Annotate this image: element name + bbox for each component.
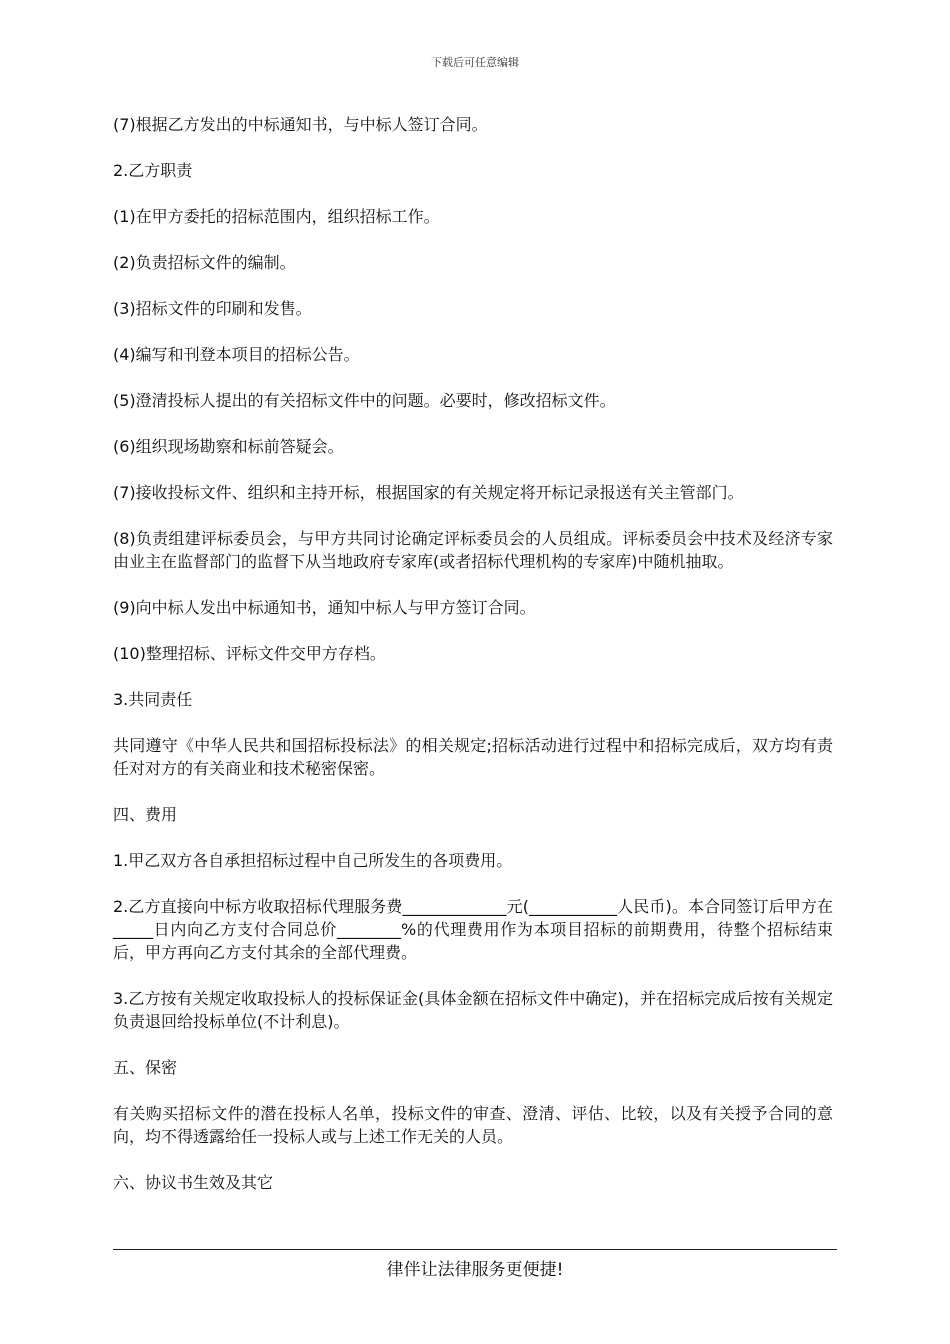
footer-divider [113,1249,837,1250]
paragraph: (1)在甲方委托的招标范围内，组织招标工作。 [113,207,440,226]
section-heading: 六、协议书生效及其它 [113,1173,274,1192]
paragraph: 1.甲乙双方各自承担招标过程中自己所发生的各项费用。 [113,851,513,870]
header-note: 下载后可任意编辑 [431,56,519,69]
paragraph: 共同遵守《中华人民共和国招标投标法》的相关规定;招标活动进行过程中和招标完成后，双方均有责任对对方的有关商业和技术秘密保密。 [113,736,833,778]
section-heading: 3.共同责任 [113,690,193,709]
footer-slogan: 律伴让法律服务更便捷! [386,1260,564,1280]
document-body [113,113,833,1217]
paragraph: (7)根据乙方发出的中标通知书，与中标人签订合同。 [113,115,488,134]
section-heading: 2.乙方职责 [113,161,193,180]
paragraph: (5)澄清投标人提出的有关招标文件中的问题。必要时，修改招标文件。 [113,391,616,410]
paragraph: (9)向中标人发出中标通知书，通知中标人与甲方签订合同。 [113,598,536,617]
paragraph: (8)负责组建评标委员会，与甲方共同讨论确定评标委员会的人员组成。评标委员会中技术及经济专家由业主在监督部门的监督下从当地政府专家库(或者招标代理机构的专家库)中随机抽取。 [113,529,833,571]
section-heading: 四、费用 [113,805,178,824]
paragraph: (3)招标文件的印刷和发售。 [113,299,312,318]
paragraph: 有关购买招标文件的潜在投标人名单，投标文件的审查、澄清、评估、比较，以及有关授予合同的意向，均不得透露给任一投标人或与上述工作无关的人员。 [113,1104,833,1146]
paragraph: 2.乙方直接向中标方收取招标代理服务费_____________元(___________人民币)。本合同签订后甲方在_____日内向乙方支付合同总价________%的代理费用作为本项目招标的前期费用，待整个招标结束后，甲方再向乙方支付其余的全部代理费。 [113,897,833,962]
paragraph: (7)接收投标文件、组织和主持开标，根据国家的有关规定将开标记录报送有关主管部门。 [113,483,744,502]
section-heading: 五、保密 [113,1058,178,1077]
paragraph: (10)整理招标、评标文件交甲方存档。 [113,644,386,663]
paragraph: (4)编写和刊登本项目的招标公告。 [113,345,360,364]
paragraph: (6)组织现场勘察和标前答疑会。 [113,437,344,456]
paragraph: (2)负责招标文件的编制。 [113,253,296,272]
paragraph: 3.乙方按有关规定收取投标人的投标保证金(具体金额在招标文件中确定)，并在招标完成后按有关规定负责退回给投标单位(不计利息)。 [113,989,833,1031]
